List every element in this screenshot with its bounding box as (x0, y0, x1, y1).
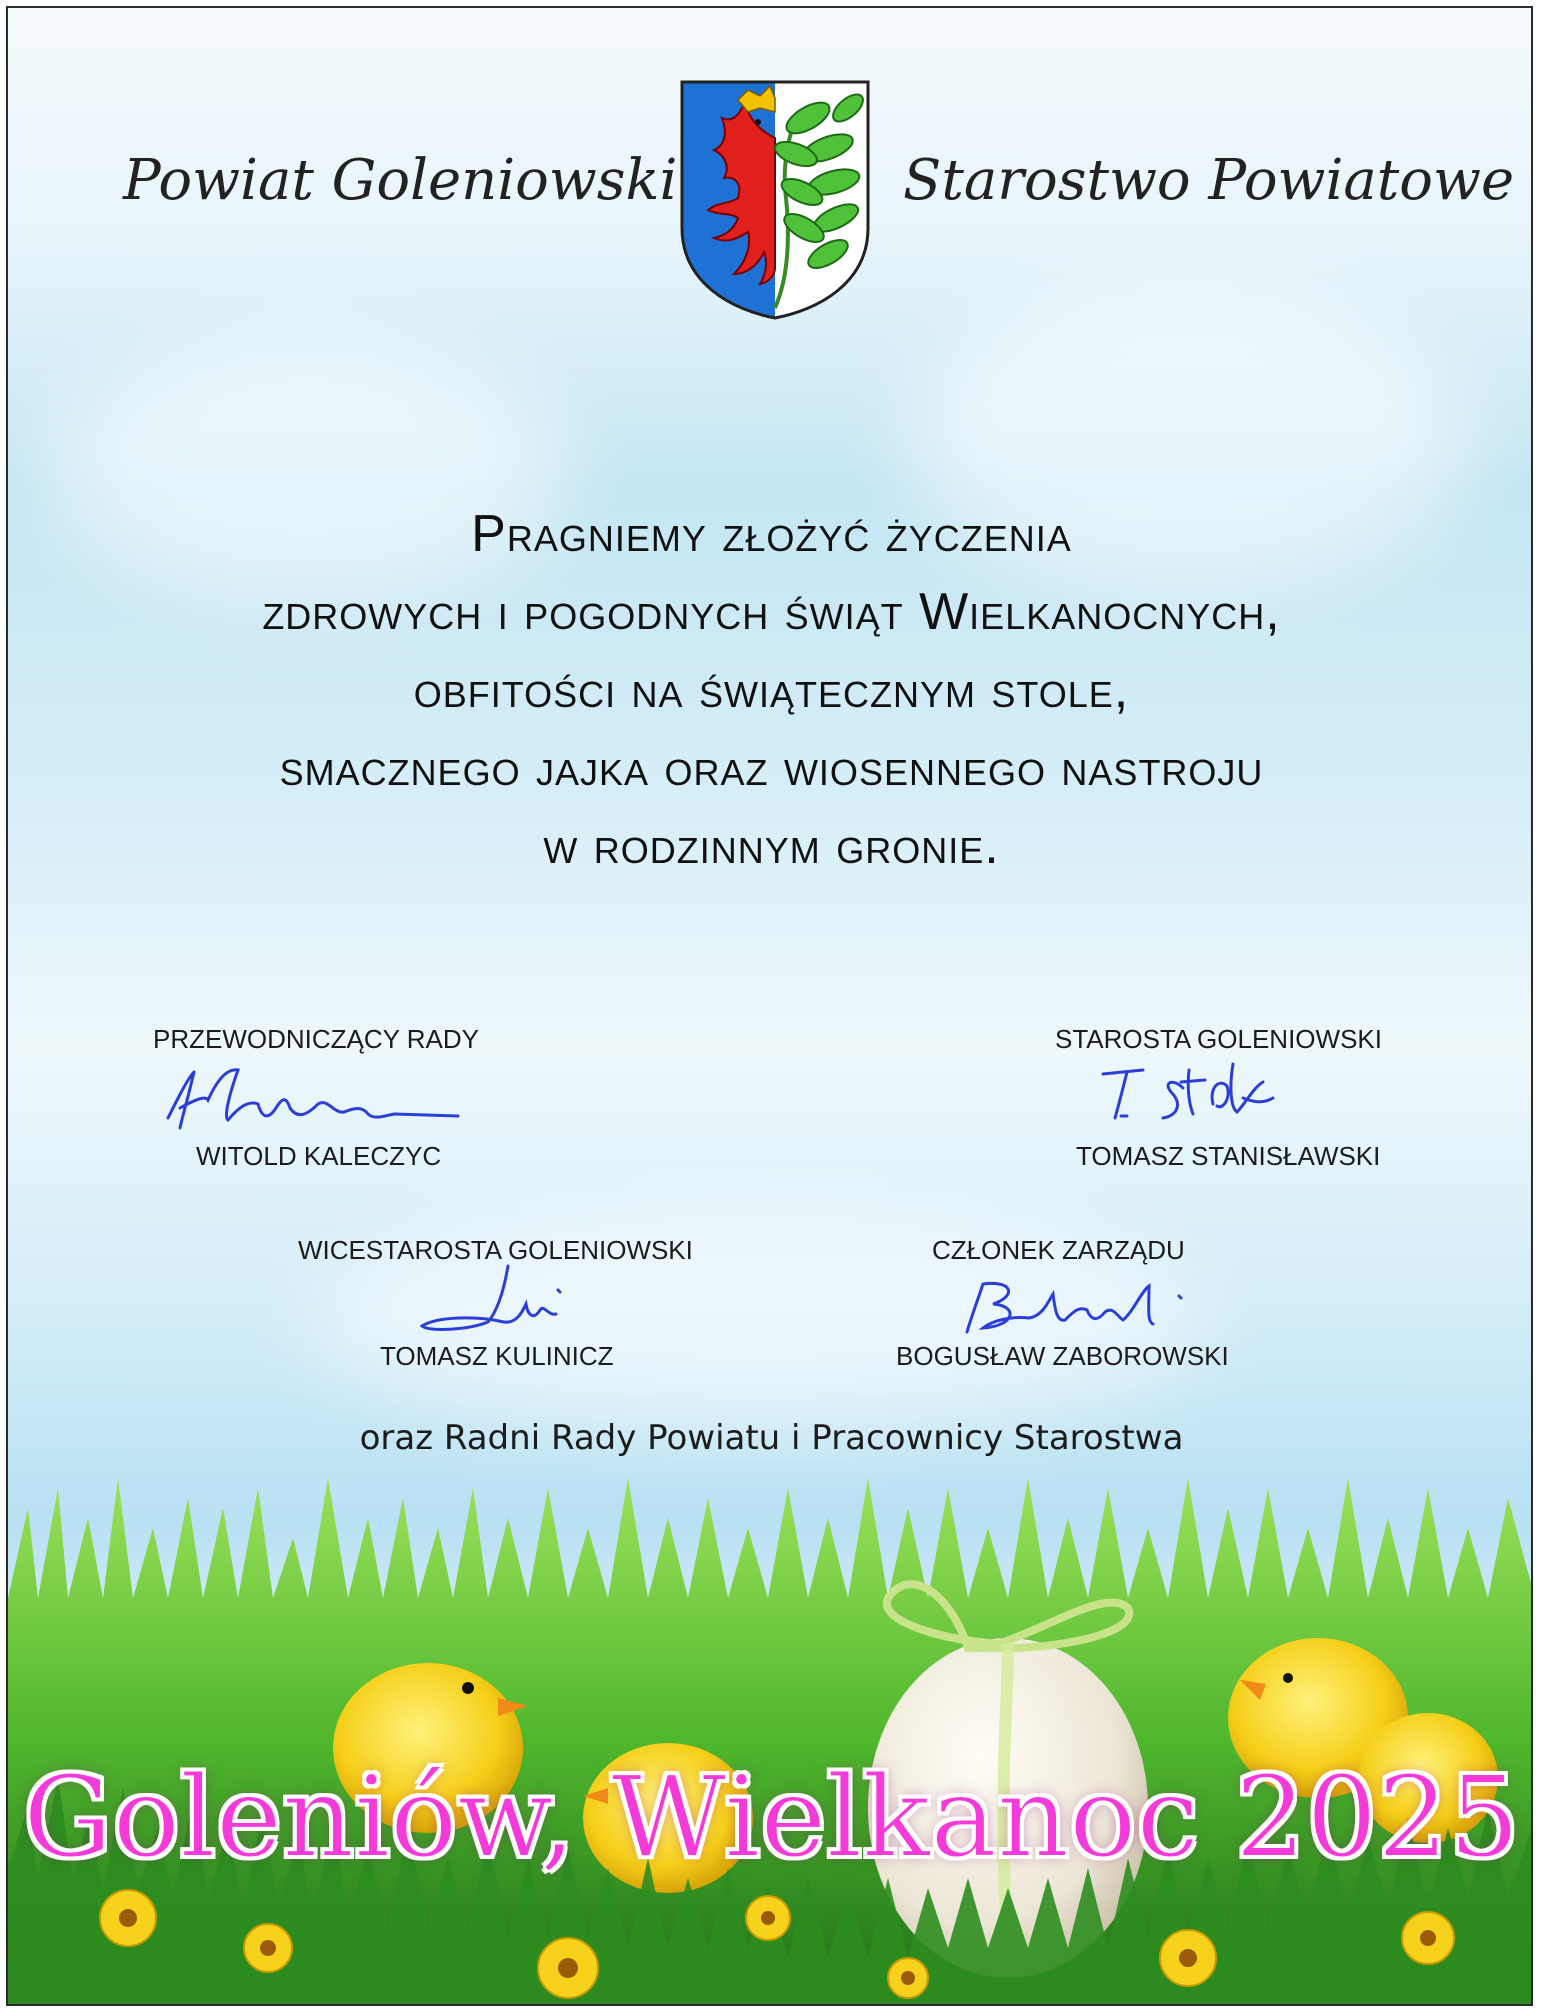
signatory-name-kulinicz: TOMASZ KULINICZ (380, 1341, 614, 1371)
easter-greeting-card (6, 6, 1533, 2006)
wishes-text (8, 495, 1533, 885)
signature-stanislawski (1093, 1048, 1353, 1128)
signature-kulinicz (408, 1260, 608, 1350)
header-starostwo: Starostwo Powiatowe (903, 148, 1515, 213)
wishes-line: zdrowych i pogodnych świąt Wielkanocnych, (262, 583, 1281, 641)
signatory-name-stanislawski: TOMASZ STANISŁAWSKI (1076, 1141, 1381, 1171)
signatory-title-starosta: STAROSTA GOLENIOWSKI (1055, 1024, 1382, 1054)
header-powiat: Powiat Goleniowski (123, 148, 678, 213)
wishes-line: obfitości na świątecznym stole, (413, 661, 1130, 719)
signature-zaborowski (953, 1266, 1243, 1346)
signature-kaleczyc (158, 1058, 518, 1138)
footer-also-text: oraz Radni Rady Powiatu i Pracownicy Starostwa (359, 1418, 1184, 1458)
greeting-title: Goleniów, Wielkanoc 2025 (23, 1753, 1520, 1883)
coat-of-arms-griffin-tree-icon (678, 78, 872, 322)
signatory-title-rada: PRZEWODNICZĄCY RADY (153, 1024, 479, 1054)
signatory-title-czlonek: CZŁONEK ZARZĄDU (932, 1235, 1185, 1265)
wishes-line: smacznego jajka oraz wiosennego nastroju (279, 739, 1264, 797)
meadow-illustration (8, 1448, 1533, 2006)
wishes-line: w rodzinnym gronie. (543, 817, 1000, 875)
wishes-line: Pragniemy złożyć życzenia (471, 505, 1072, 563)
signatory-name-kaleczyc: WITOLD KALECZYC (196, 1141, 442, 1171)
signatory-title-wicestarosta: WICESTAROSTA GOLENIOWSKI (298, 1235, 693, 1265)
signatory-name-zaborowski: BOGUSŁAW ZABOROWSKI (896, 1341, 1229, 1371)
